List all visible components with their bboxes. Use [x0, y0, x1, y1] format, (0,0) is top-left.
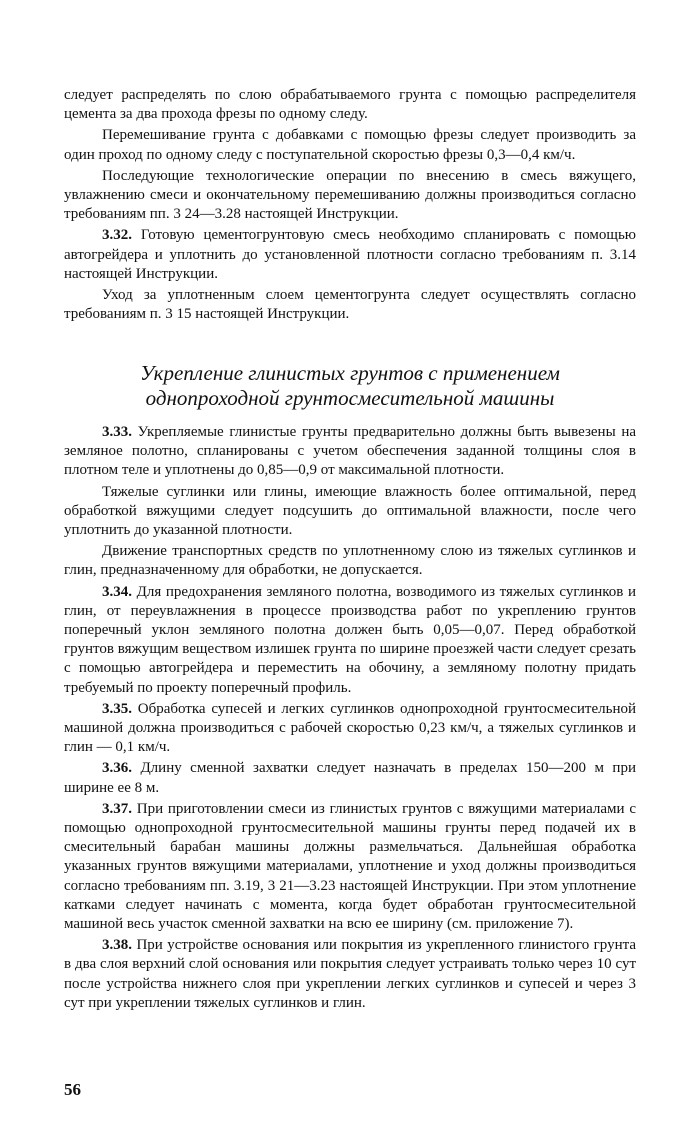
paragraph-3-32 [64, 226, 636, 284]
paragraph-3-34 [64, 583, 636, 698]
paragraph: следует распределять по слою обрабатываемого грунта с помощью распределителя цемента за два прохода фрезы по одному следу. [64, 87, 636, 123]
clause-text: Укрепляемые глинистые грунты предварительно должны быть вывезены на земляное полотно, спланированы с учетом обеспечения заданной толщины слоя в плотном теле и уплотнены до 0,85—0,9 от максимальной плотности. [64, 424, 637, 479]
paragraph-3-37 [64, 800, 636, 934]
clause-number: 3.38. [102, 937, 132, 954]
clause-number: 3.36. [102, 760, 132, 777]
clause-number: 3.37. [102, 800, 132, 817]
paragraph: Последующие технологические операции по внесению в смесь вяжущего, увлажнению смеси и окончательному перемешиванию должны производиться согласно требованиям пп. 3 24—3.28 настоящей Инструкции. [64, 167, 636, 223]
paragraph-3-35 [64, 700, 636, 758]
clause-number: 3.34. [102, 583, 132, 600]
clause-number: 3.33. [102, 424, 132, 440]
section-heading-line-2: однопроходной грунтосмесительной машины [145, 386, 555, 410]
clause-text: Готовую цементогрунтовую смесь необходимо спланировать с помощью автогрейдера и уплотнить до установленной плотности согласно требованиям п. 3.14 настоящей Инструкции. [64, 227, 636, 282]
clause-text: Для предохранения земляного полотна, возводимого из тяжелых суглинков и глин, от переувлажнения в процессе производства работ по укреплению грунтов поперечный уклон земляного полотна должен быть 0,05—0,07. Перед обработкой грунтов вяжущим веществом излишек грунта по ширине проезжей части следует срезать с помощью автогрейдера и переместить на обочину, а земляному полотну придать требуемый по проекту поперечный профиль. [64, 583, 636, 696]
clause-number: 3.35. [102, 700, 132, 717]
paragraph-3-33 [64, 423, 636, 481]
section-heading-line-1: Укрепление глинистых грунтов с применением [140, 361, 560, 385]
section-heading [64, 361, 636, 411]
clause-number: 3.32. [102, 227, 132, 244]
paragraph-3-38 [64, 936, 636, 1013]
paragraph: Движение транспортных средств по уплотненному слою из тяжелых суглинков и глин, предназначенному для обработки, не допускается. [64, 543, 636, 579]
clause-text: При устройстве основания или покрытия из укрепленного глинистого грунта в два слоя верхний слой основания или покрытия следует устраивать только через 10 сут после устройства нижнего слоя при укреплении легких суглинков и супесей и через 3 сут при укреплении тяжелых суглинков и глин. [64, 937, 637, 1011]
paragraph: Тяжелые суглинки или глины, имеющие влажность более оптимальной, перед обработкой вяжущими следует подсушить до оптимальной влажности, после чего уплотнить до указанной плотности. [64, 483, 636, 539]
paragraph: Перемешивание грунта с добавками с помощью фрезы следует производить за один проход по одному следу с поступательной скоростью фрезы 0,3—0,4 км/ч. [64, 127, 636, 163]
clause-text: Обработка супесей и легких суглинков однопроходной грунтосмесительной машиной должна производиться с рабочей скоростью 0,23 км/ч, а тяжелых суглинков и глин — 0,1 км/ч. [64, 700, 636, 756]
clause-text: Длину сменной захватки следует назначать в пределах 150—200 м при ширине ее 8 м. [64, 760, 636, 796]
section-body-text [64, 423, 636, 1015]
clause-text: При приготовлении смеси из глинистых грунтов с вяжущими материалами с помощью однопроходной грунтосмесительной машины грунты перед подачей их в смесительный барабан машины должны размельчаться. Дальнейшая обработка указанных грунтов вяжущими материалами, уплотнение и уход должны производиться согласно требованиям пп. 3.19, 3 21—3.23 настоящей Инструкции. При этом уплотнение катками следует начинать с момента, когда будет обработан грунтосмесительной машиной весь участок сменной захватки на всю ее ширину (см. приложение 7). [64, 800, 636, 933]
page-number: 56 [64, 1080, 81, 1099]
paragraph-3-36 [64, 759, 636, 797]
continued-section-text [64, 86, 636, 326]
paragraph: Уход за уплотненным слоем цементогрунта следует осуществлять согласно требованиям п. 3 15 настоящей Инструкции. [64, 287, 636, 323]
